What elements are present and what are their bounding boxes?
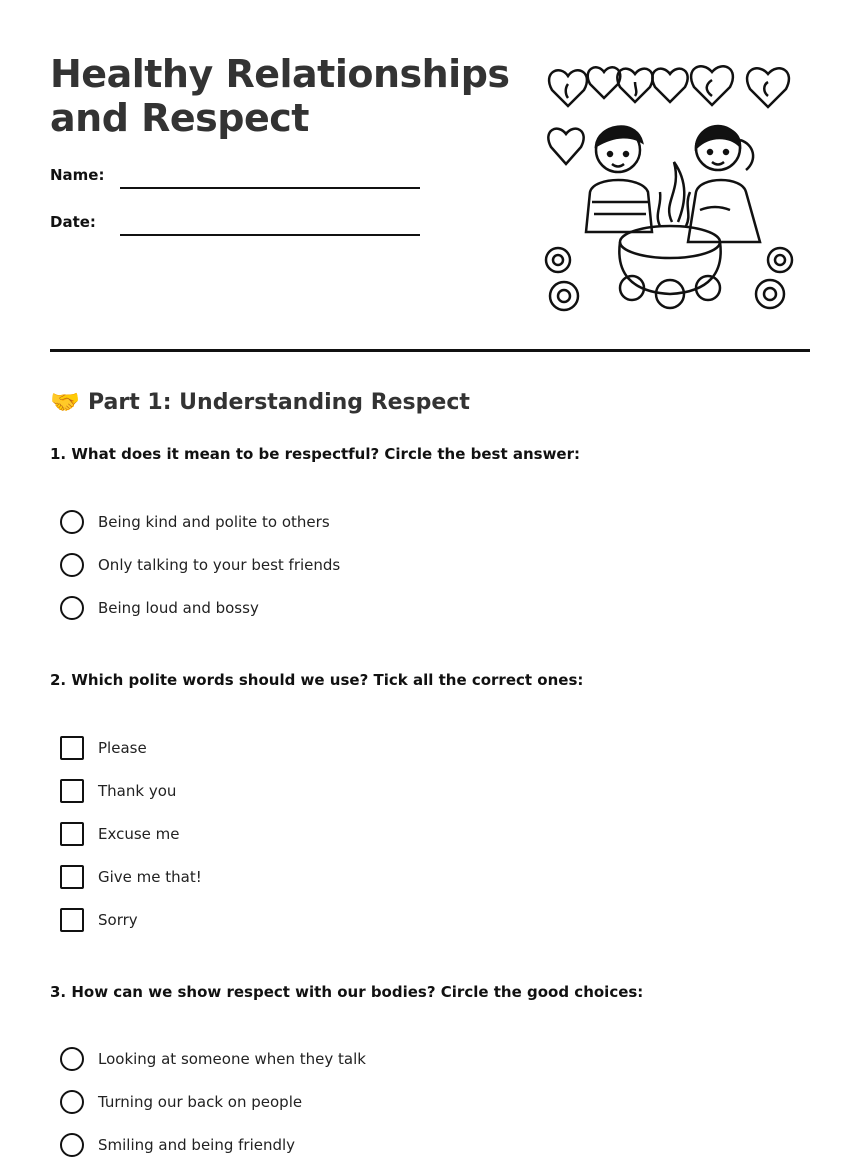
radio-circle[interactable] bbox=[60, 553, 84, 577]
answer-option[interactable] bbox=[60, 735, 147, 761]
heart-icon bbox=[691, 66, 733, 105]
heart-icon bbox=[548, 129, 583, 164]
answer-option[interactable] bbox=[60, 907, 138, 933]
answer-option[interactable] bbox=[60, 821, 180, 847]
heart-icon bbox=[549, 70, 587, 106]
option-label: Being kind and polite to others bbox=[98, 513, 330, 531]
date-label: Date: bbox=[50, 213, 96, 231]
checkbox[interactable] bbox=[60, 908, 84, 932]
checkbox[interactable] bbox=[60, 865, 84, 889]
name-label: Name: bbox=[50, 166, 105, 184]
page-title bbox=[50, 52, 520, 140]
section-title: Part 1: Understanding Respect bbox=[88, 389, 470, 415]
answer-option[interactable] bbox=[60, 595, 259, 621]
date-field[interactable] bbox=[120, 234, 420, 236]
answer-option[interactable] bbox=[60, 552, 340, 578]
option-label: Turning our back on people bbox=[98, 1093, 303, 1111]
name-field[interactable] bbox=[120, 187, 420, 189]
question-3: 3. How can we show respect with our bodies? Circle the good choices: bbox=[50, 983, 644, 1001]
answer-option[interactable] bbox=[60, 1132, 295, 1158]
option-label: Thank you bbox=[98, 782, 177, 800]
option-label: Only talking to your best friends bbox=[98, 556, 341, 574]
checkbox[interactable] bbox=[60, 736, 84, 760]
radio-circle[interactable] bbox=[60, 510, 84, 534]
radio-circle[interactable] bbox=[60, 1090, 84, 1114]
option-label: Sorry bbox=[98, 911, 138, 929]
title-line-1: Healthy Relationships bbox=[50, 52, 510, 96]
header-divider bbox=[50, 349, 810, 352]
answer-option[interactable] bbox=[60, 1046, 366, 1072]
heart-icon bbox=[652, 69, 687, 102]
radio-circle[interactable] bbox=[60, 1047, 84, 1071]
question-1: 1. What does it mean to be respectful? Circle the best answer: bbox=[50, 445, 581, 463]
handshake-icon: 🤝 bbox=[50, 388, 80, 416]
option-label: Please bbox=[98, 739, 147, 757]
option-label: Excuse me bbox=[98, 825, 180, 843]
heart-icon bbox=[588, 67, 621, 98]
radio-circle[interactable] bbox=[60, 1133, 84, 1157]
title-line-2: and Respect bbox=[50, 96, 309, 140]
checkbox[interactable] bbox=[60, 822, 84, 846]
answer-option[interactable] bbox=[60, 509, 330, 535]
option-label: Being loud and bossy bbox=[98, 599, 259, 617]
option-label: Smiling and being friendly bbox=[98, 1136, 296, 1154]
answer-option[interactable] bbox=[60, 864, 202, 890]
answer-option[interactable] bbox=[60, 778, 176, 804]
section-heading-part-1 bbox=[50, 388, 470, 416]
heart-icon bbox=[747, 68, 789, 107]
option-label: Give me that! bbox=[98, 868, 202, 886]
option-label: Looking at someone when they talk bbox=[98, 1050, 366, 1068]
question-2: 2. Which polite words should we use? Tick all the correct ones: bbox=[50, 671, 584, 689]
answer-option[interactable] bbox=[60, 1089, 302, 1115]
radio-circle[interactable] bbox=[60, 596, 84, 620]
checkbox[interactable] bbox=[60, 779, 84, 803]
children-campfire-illustration bbox=[540, 62, 800, 318]
